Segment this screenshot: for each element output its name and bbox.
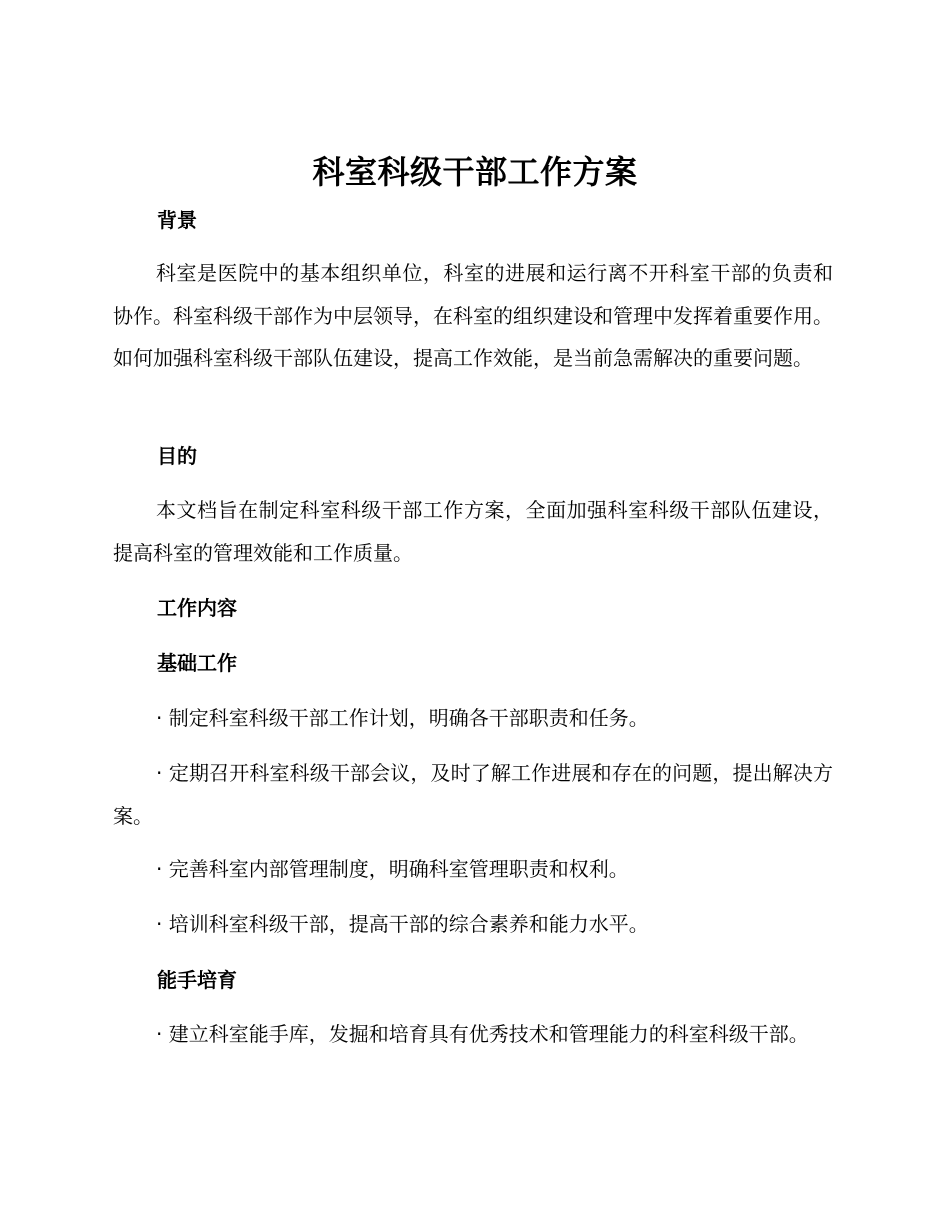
list-item: · 定期召开科室科级干部会议，及时了解工作进展和存在的问题，提出解决方案。 [113, 761, 833, 828]
paragraph-background: 科室是医院中的基本组织单位，科室的进展和运行离不开科室干部的负责和协作。科室科级干部作为中层领导，在科室的组织建设和管理中发挥着重要作用。如何加强科室科级干部队伍建设，提高工作效能，是当前急需解决的重要问题。 [113, 261, 833, 370]
list-item: · 完善科室内部管理制度，明确科室管理职责和权利。 [156, 857, 629, 881]
list-item: · 制定科室科级干部工作计划，明确各干部职责和任务。 [156, 706, 649, 730]
heading-background: 背景 [157, 208, 197, 232]
heading-basic-work: 基础工作 [157, 651, 237, 675]
heading-talent: 能手培育 [157, 968, 237, 992]
heading-purpose: 目的 [157, 444, 197, 468]
list-item: · 培训科室科级干部，提高干部的综合素养和能力水平。 [156, 912, 649, 936]
document-title: 科室科级干部工作方案 [312, 153, 638, 191]
paragraph-purpose: 本文档旨在制定科室科级干部工作方案，全面加强科室科级干部队伍建设，提高科室的管理效能和工作质量。 [113, 498, 833, 565]
list-item: · 建立科室能手库，发掘和培育具有优秀技术和管理能力的科室科级干部。 [156, 1022, 809, 1046]
heading-work-content: 工作内容 [157, 596, 237, 620]
